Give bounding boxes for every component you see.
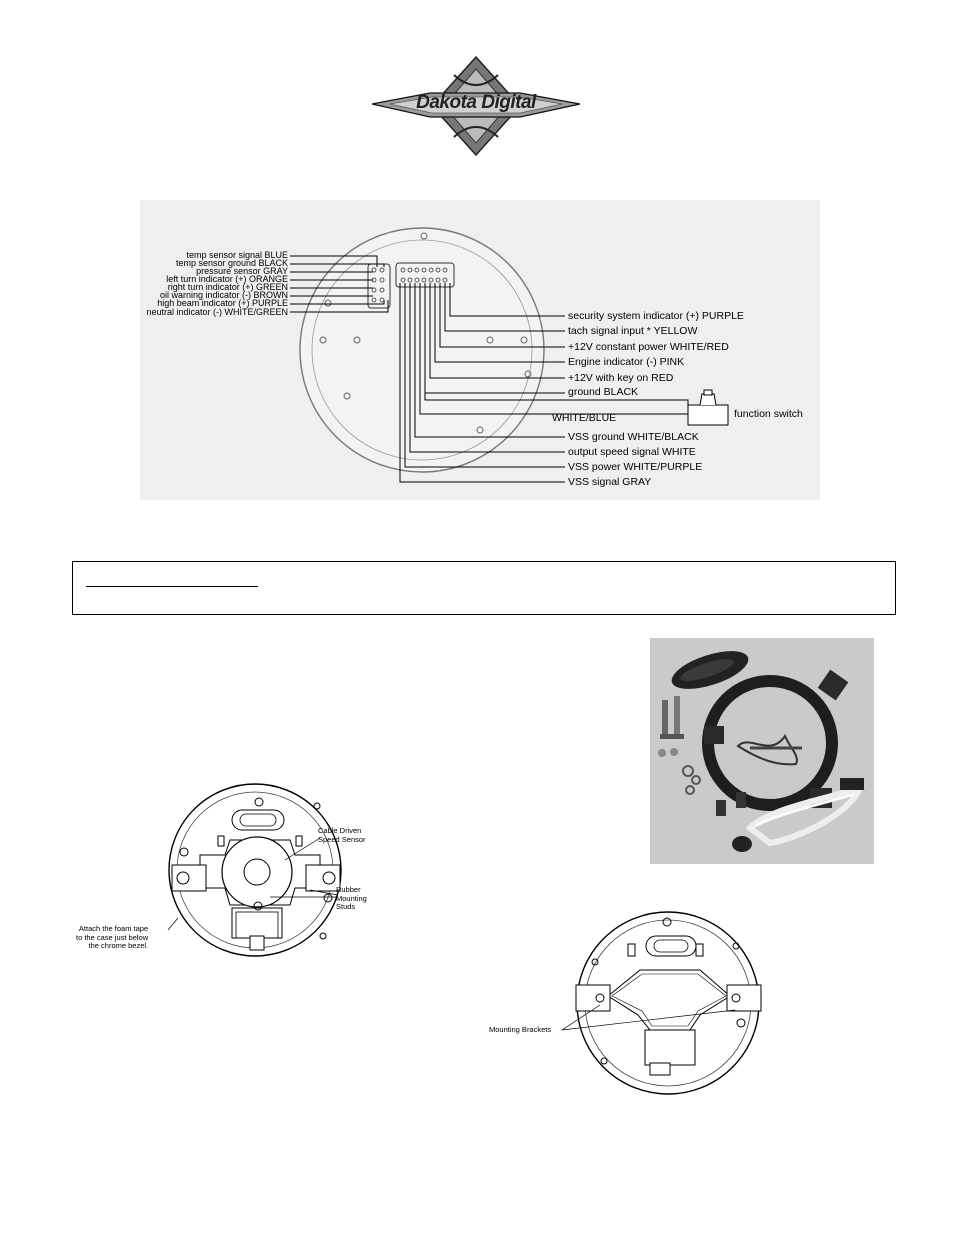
- left-label-3: pressure sensor GRAY: [196, 266, 288, 276]
- right-label-9: output speed signal WHITE: [568, 446, 696, 458]
- right-label-4: Engine indicator (-) PINK: [568, 356, 685, 368]
- right-label-2: tach signal input * YELLOW: [568, 325, 698, 337]
- function-switch-label: function switch: [734, 408, 803, 420]
- mounting-brackets-label: Mounting Brackets: [489, 1025, 552, 1034]
- left-label-6: oil warning indicator (-) BROWN: [159, 290, 288, 300]
- right-label-7: WHITE/BLUE: [552, 412, 617, 424]
- sensor-label: Cable Driven Speed Sensor: [318, 826, 366, 844]
- right-label-3: +12V constant power WHITE/RED: [568, 341, 729, 353]
- left-label-5: right turn indicator (+) GREEN: [167, 282, 288, 292]
- left-label-7: high beam indicator (+) PURPLE: [157, 298, 288, 308]
- left-label-8: neutral indicator (-) WHITE/GREEN: [146, 307, 288, 317]
- logo-text: Dakota Digital: [416, 92, 536, 113]
- right-label-8: VSS ground WHITE/BLACK: [568, 431, 699, 443]
- left-label-1: temp sensor signal BLUE: [186, 250, 288, 260]
- foam-tape-label: Attach the foam tape to the case just below the chrome bezel.: [76, 924, 149, 950]
- right-label-10: VSS power WHITE/PURPLE: [568, 461, 703, 473]
- right-label-11: VSS signal GRAY: [568, 476, 652, 488]
- right-label-5: +12V with key on RED: [568, 372, 674, 384]
- left-label-2: temp sensor ground BLACK: [175, 258, 288, 268]
- right-label-1: security system indicator (+) PURPLE: [568, 310, 744, 322]
- right-label-6: ground BLACK: [568, 386, 639, 398]
- rubber-studs-label: Rubber Mounting Studs: [336, 885, 367, 911]
- left-label-4: left turn indicator (+) ORANGE: [166, 274, 288, 284]
